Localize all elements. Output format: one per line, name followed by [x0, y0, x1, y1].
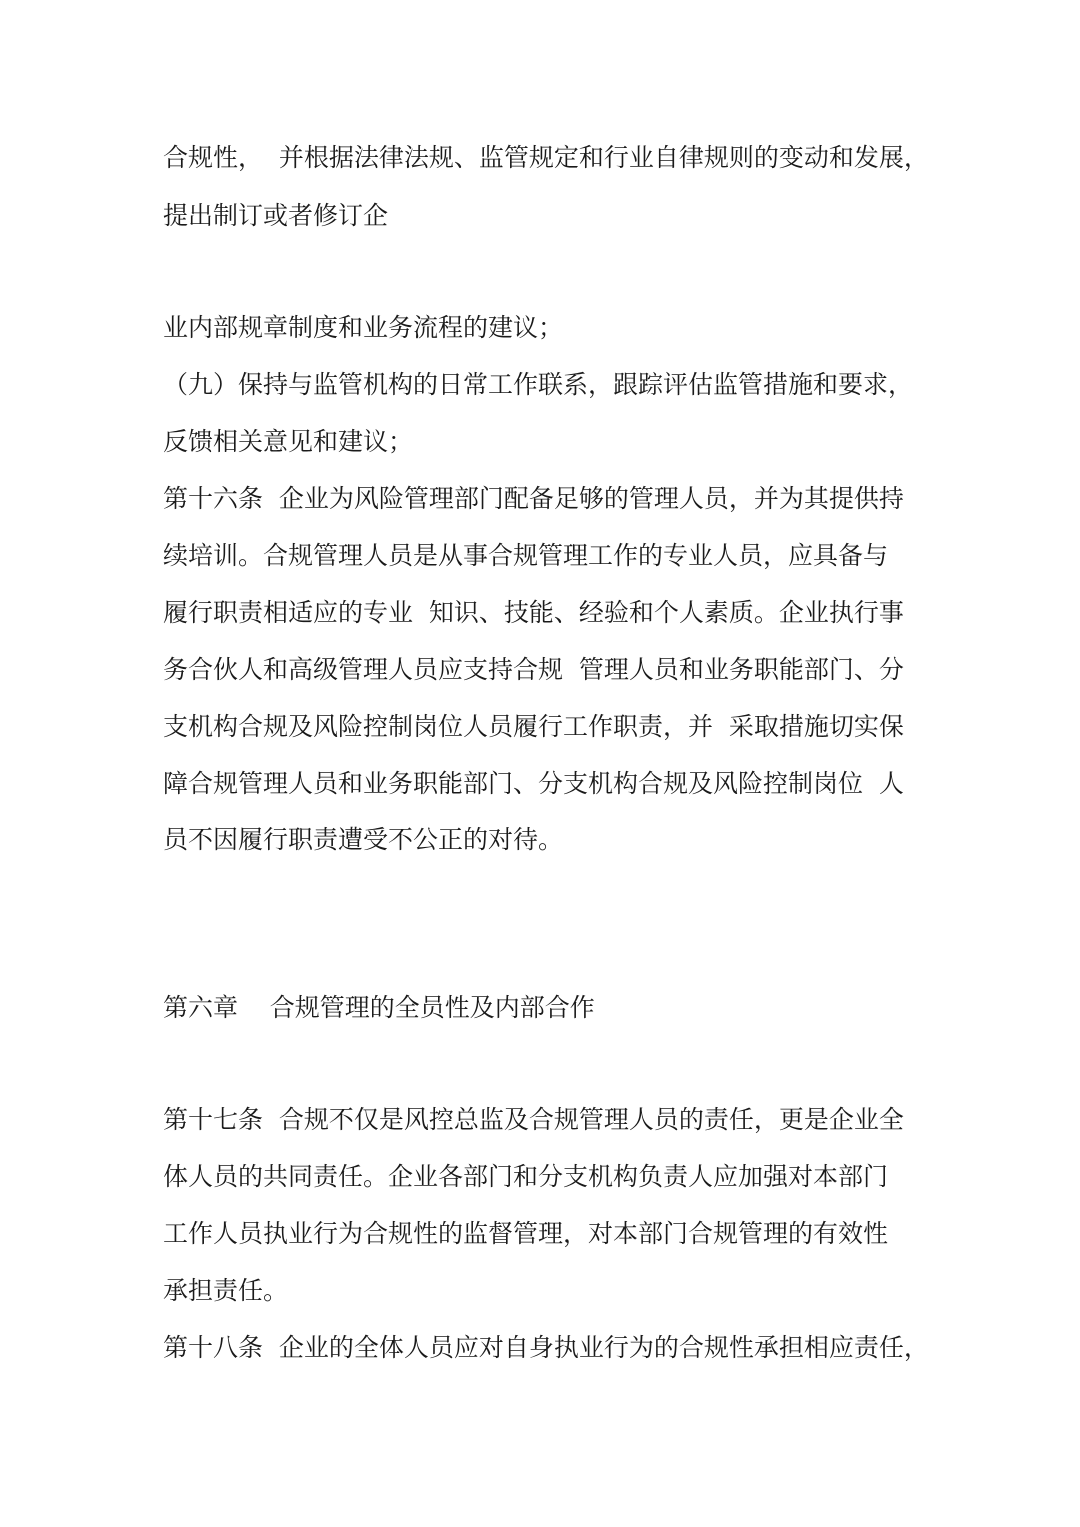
text-line: 反馈相关意见和建议； [163, 427, 414, 456]
text-line: 务合伙人和高级管理人员应支持合规 管理人员和业务职能部门、分 [163, 655, 904, 684]
chapter-heading: 第六章 合规管理的全员性及内部合作 [163, 993, 595, 1022]
text-line: 体人员的共同责任。企业各部门和分支机构负责人应加强对本部门 [163, 1162, 889, 1191]
text-line: 员不因履行职责遭受不公正的对待。 [163, 825, 564, 854]
text-line: 第十六条 企业为风险管理部门配备足够的管理人员，并为其提供持 [163, 484, 904, 513]
text-line: 障合规管理人员和业务职能部门、分支机构合规及风险控制岗位 人 [163, 769, 904, 798]
text-line: 履行职责相适应的专业 知识、技能、经验和个人素质。企业执行事 [163, 598, 904, 627]
text-line: 第十七条 合规不仅是风控总监及合规管理人员的责任，更是企业全 [163, 1105, 904, 1134]
text-line: 续培训。合规管理人员是从事合规管理工作的专业人员，应具备与 [163, 541, 889, 570]
text-line: 提出制订或者修订企 [163, 201, 389, 230]
text-line: 业内部规章制度和业务流程的建议； [163, 313, 564, 342]
text-line: 支机构合规及风险控制岗位人员履行工作职责，并 采取措施切实保 [163, 712, 904, 741]
text-line: （九）保持与监管机构的日常工作联系，跟踪评估监管措施和要求， [163, 370, 914, 399]
text-line: 工作人员执业行为合规性的监督管理，对本部门合规管理的有效性 [163, 1219, 889, 1248]
text-line: 承担责任。 [163, 1276, 289, 1305]
text-line: 合规性， 并根据法律法规、监管规定和行业自律规则的变动和发展， [163, 143, 929, 172]
text-line: 第十八条 企业的全体人员应对自身执业行为的合规性承担相应责任， [163, 1333, 929, 1362]
